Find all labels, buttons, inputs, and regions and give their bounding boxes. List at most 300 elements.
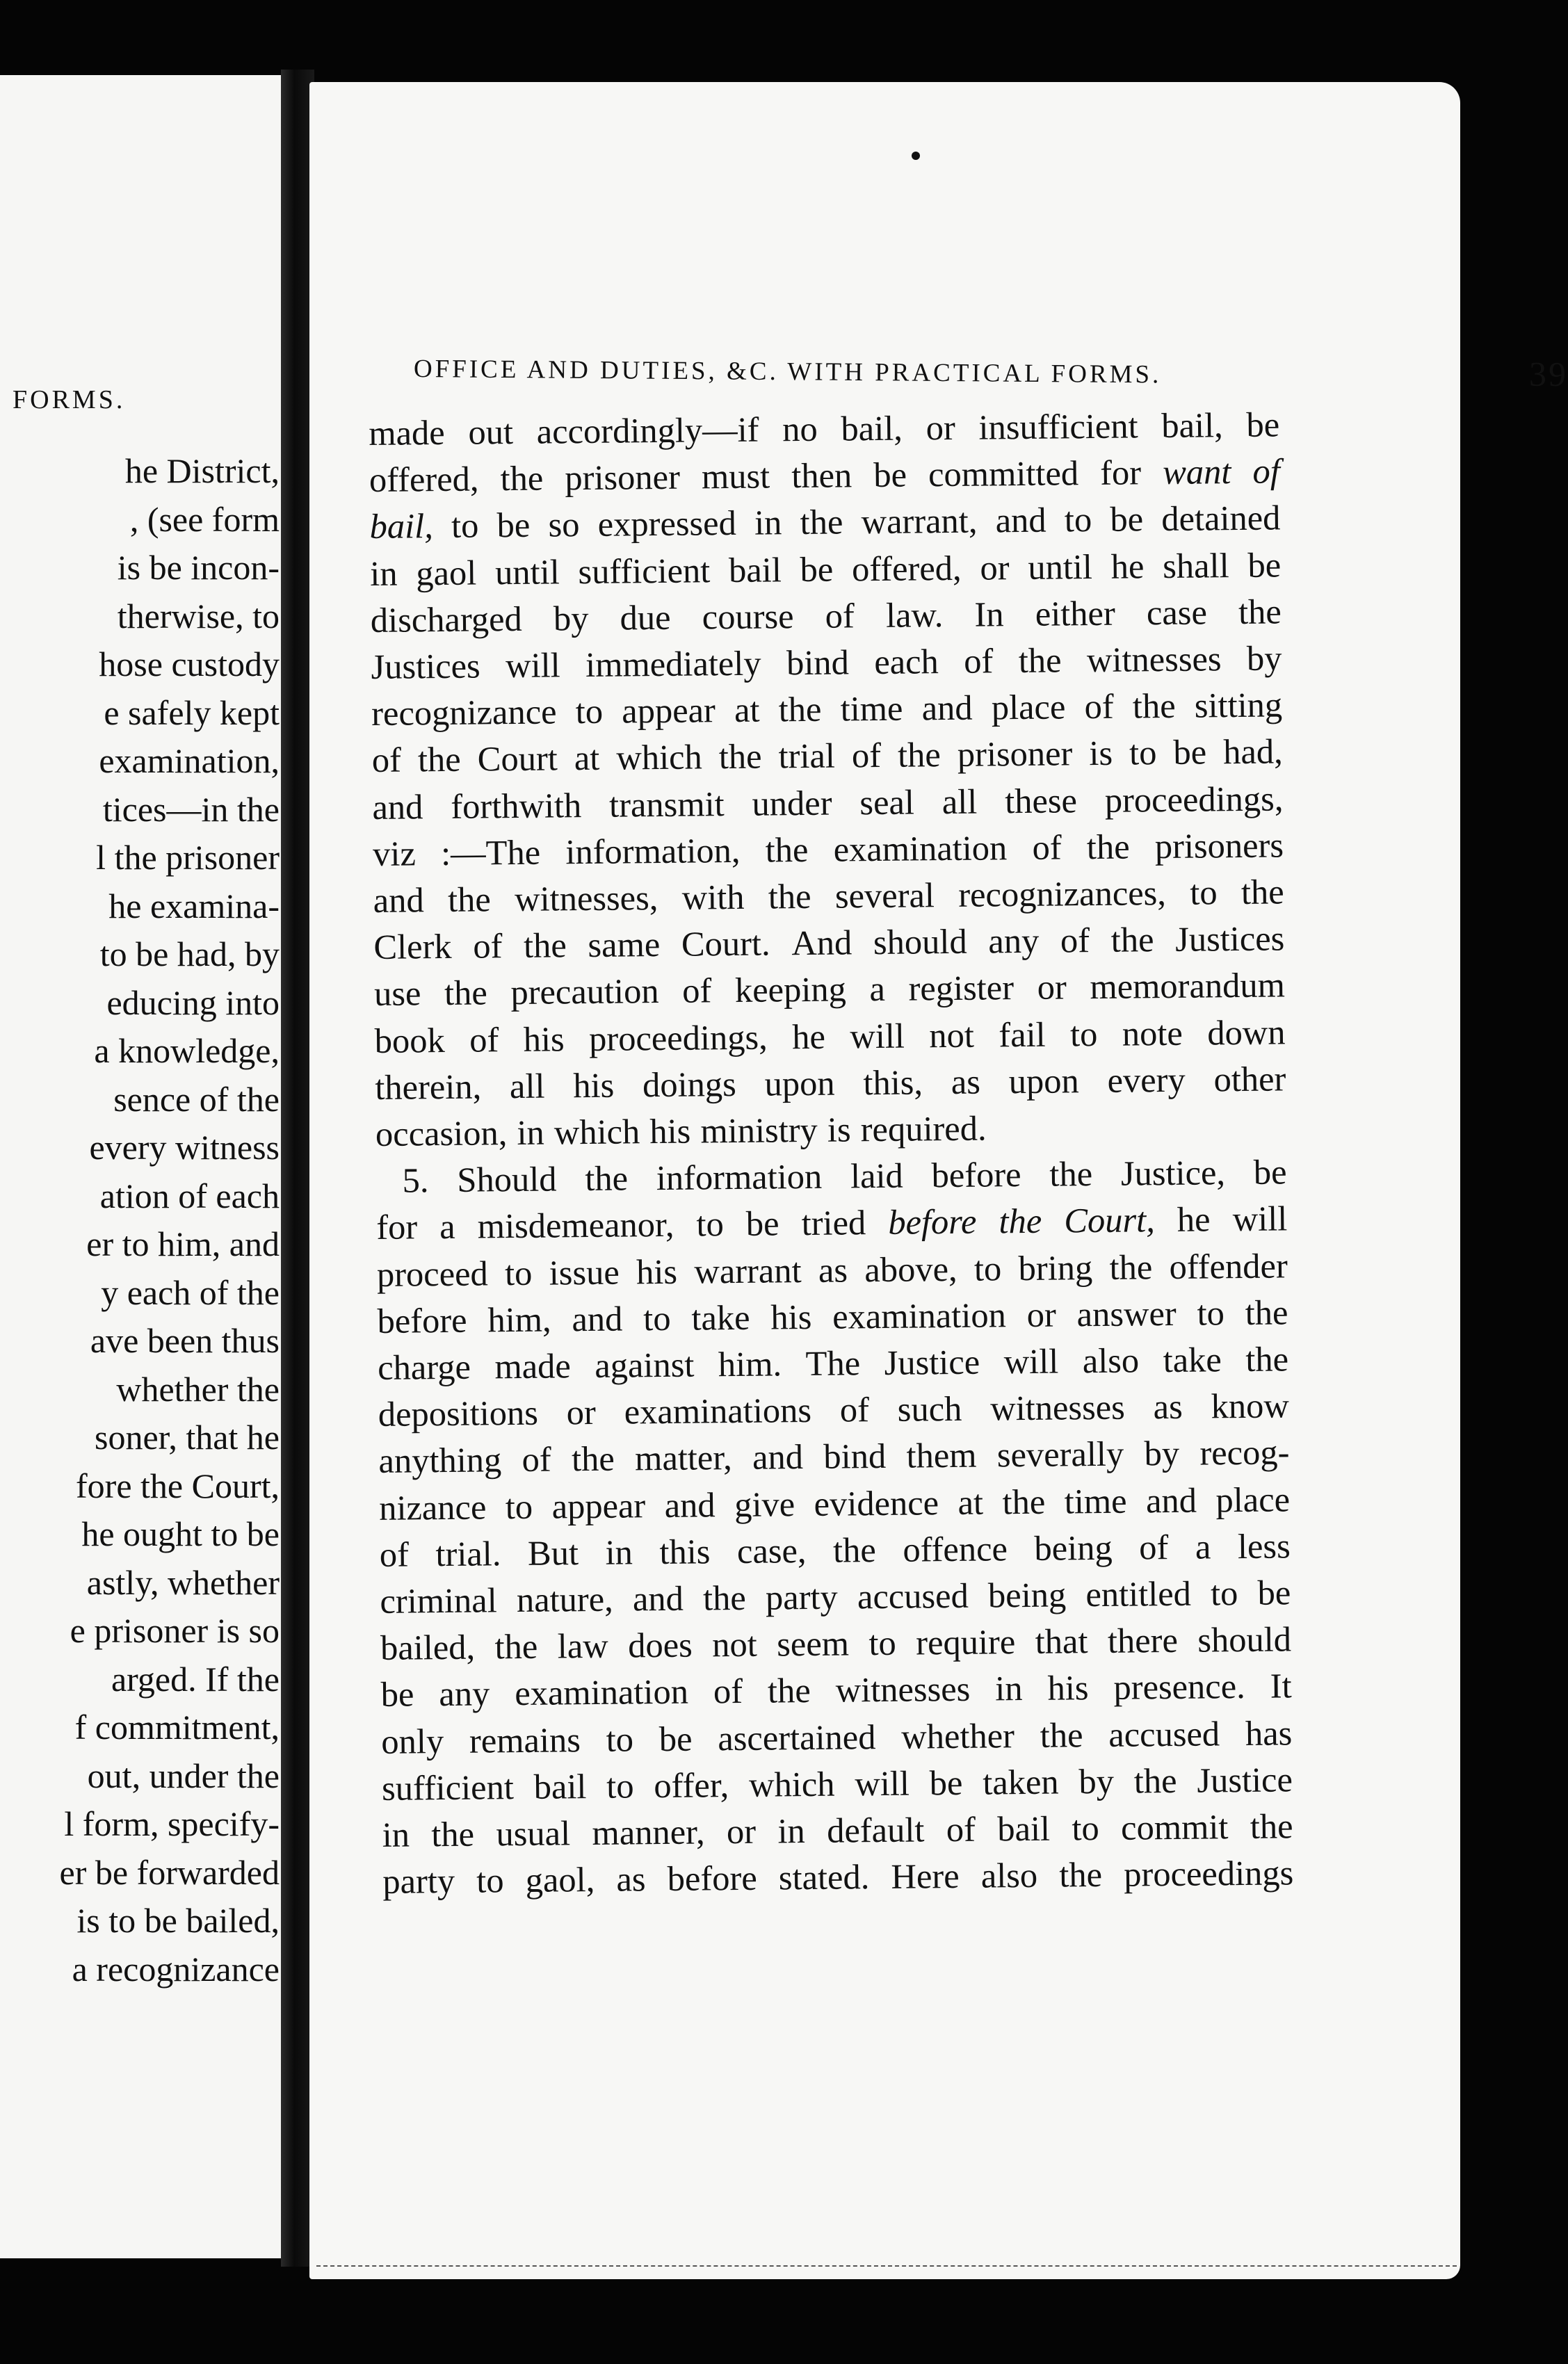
word: the <box>444 973 488 1013</box>
word: party <box>765 1577 839 1617</box>
text-line <box>372 775 1284 831</box>
word: either <box>1035 593 1116 633</box>
word: seal <box>859 782 915 822</box>
word: forthwith <box>451 785 582 826</box>
word: against <box>595 1345 695 1386</box>
word: such <box>897 1389 962 1430</box>
word: him. <box>718 1344 782 1384</box>
text-line <box>382 1850 1294 1906</box>
word: as <box>818 1250 848 1290</box>
left-text-line: er to him, and <box>86 1224 280 1263</box>
word: examination <box>832 1295 1007 1336</box>
word: witnesses <box>835 1669 971 1710</box>
word: register <box>908 968 1015 1009</box>
word: which <box>616 737 703 778</box>
word: has <box>1245 1713 1293 1753</box>
word: examination <box>833 828 1008 869</box>
word: warrant, <box>861 501 978 542</box>
word: bring <box>1018 1247 1093 1288</box>
word: case <box>1146 592 1208 633</box>
word: to <box>1190 873 1218 912</box>
left-text-line: l form, specify- <box>64 1804 280 1843</box>
word: or <box>1037 967 1067 1007</box>
word: accused <box>1108 1714 1220 1754</box>
word: law <box>557 1626 608 1666</box>
word: made <box>369 412 445 453</box>
word: nature, <box>516 1579 614 1620</box>
word: anything <box>378 1440 502 1481</box>
left-text-line: er be forwarded <box>59 1852 280 1892</box>
word: of <box>379 1535 410 1574</box>
word: to <box>1129 733 1157 772</box>
word: due <box>620 597 671 638</box>
word: whether <box>900 1715 1015 1756</box>
word: the <box>447 880 492 919</box>
word: being <box>1034 1528 1113 1568</box>
text-line <box>377 1289 1288 1345</box>
word: in <box>605 1532 633 1572</box>
word: sufficient <box>381 1767 515 1808</box>
word: by <box>1144 1434 1180 1473</box>
text-line <box>370 542 1282 597</box>
word: precaution <box>510 971 659 1012</box>
word: each <box>874 642 939 682</box>
word: the <box>1132 686 1176 726</box>
word: of <box>851 736 882 775</box>
word: be <box>658 1719 693 1758</box>
word: the <box>768 876 811 916</box>
word: in <box>754 503 782 543</box>
word: until <box>1028 547 1093 587</box>
text-line <box>371 635 1282 690</box>
word: the <box>800 502 843 542</box>
word: default <box>826 1810 925 1850</box>
left-text-line: to be had, by <box>99 934 280 973</box>
left-text-line: ation of each <box>99 1176 280 1215</box>
word: the <box>1133 1760 1177 1801</box>
left-text-line: soner, that he <box>95 1418 280 1457</box>
word: as <box>951 1062 981 1101</box>
word: be <box>380 1674 414 1715</box>
word: the <box>999 1201 1042 1241</box>
word: at <box>957 1482 984 1522</box>
word: course <box>702 596 794 637</box>
text-line <box>380 1569 1291 1625</box>
text-line <box>378 1336 1289 1391</box>
word: the <box>1059 1855 1103 1895</box>
word: charge <box>377 1347 471 1387</box>
word: will <box>1232 1199 1288 1239</box>
word: him, <box>487 1300 551 1340</box>
word: nizance <box>378 1487 487 1528</box>
left-text-line: sence of the <box>113 1079 280 1119</box>
word: at <box>574 738 600 778</box>
word: of <box>1138 1527 1169 1567</box>
word: by <box>1078 1761 1115 1802</box>
word: accused <box>857 1576 969 1617</box>
word: be <box>1253 1152 1287 1192</box>
word: be <box>1110 499 1144 540</box>
word: severally <box>996 1434 1124 1475</box>
text-line <box>369 495 1281 551</box>
word: down <box>1207 1012 1286 1053</box>
word: bail <box>728 549 782 590</box>
word: this, <box>863 1062 923 1103</box>
word: not <box>711 1625 758 1665</box>
word: of <box>473 926 503 966</box>
word: he <box>1177 1199 1211 1240</box>
word: Clerk <box>373 927 452 967</box>
word: other <box>1213 1059 1286 1099</box>
left-page <box>0 75 286 2258</box>
text-line <box>382 1756 1293 1812</box>
word: of <box>946 1809 976 1849</box>
word: the <box>1109 1247 1153 1287</box>
word: the <box>765 829 809 870</box>
left-text-line: he examina- <box>108 886 280 925</box>
text-line <box>373 916 1285 971</box>
word: seem <box>776 1624 850 1664</box>
left-text-line: is be incon- <box>117 548 280 587</box>
word: place <box>991 687 1066 727</box>
word: must <box>701 456 770 496</box>
word: proceedings, <box>1104 779 1284 820</box>
word: to <box>642 1298 671 1338</box>
word: prisoner <box>565 457 681 498</box>
word: trial. <box>435 1534 501 1574</box>
word: depositions <box>378 1393 539 1434</box>
word: less <box>1237 1526 1291 1566</box>
text-line <box>369 401 1280 457</box>
word: no <box>782 409 818 449</box>
word: above, <box>864 1249 957 1289</box>
word: his <box>573 1065 615 1106</box>
word: any <box>988 921 1040 961</box>
word: all <box>941 782 978 821</box>
word: and <box>373 880 424 920</box>
text-line <box>371 588 1282 644</box>
word: several <box>834 875 935 916</box>
word: prisoner <box>957 734 1073 775</box>
word: these <box>1004 780 1078 820</box>
word: transmit <box>608 784 725 825</box>
text-line <box>377 1242 1288 1298</box>
word: Should <box>457 1159 557 1200</box>
left-text-line: f commitment, <box>74 1708 280 1747</box>
word: fail <box>999 1014 1046 1054</box>
word: there <box>1107 1621 1179 1661</box>
word: use <box>373 973 421 1014</box>
word: recognizances, <box>958 873 1167 914</box>
word: evidence <box>814 1482 939 1523</box>
word: sitting <box>1194 685 1283 725</box>
word: answer <box>1076 1293 1177 1334</box>
word: or <box>726 1811 757 1852</box>
word: the <box>417 740 461 779</box>
word: offender <box>1169 1246 1288 1286</box>
text-line <box>381 1710 1293 1765</box>
left-text-line: a knowledge, <box>94 1031 280 1070</box>
word: all <box>509 1066 545 1106</box>
word: the <box>523 925 567 966</box>
left-text-line: educing into <box>106 982 280 1022</box>
word: then <box>791 455 852 496</box>
word: ministry <box>700 1110 818 1151</box>
word: will <box>855 1763 910 1804</box>
word: insufficient <box>978 406 1138 447</box>
word: to <box>1210 1573 1238 1613</box>
word: sufficient <box>578 550 711 591</box>
word: Justice <box>1197 1760 1293 1800</box>
word: had, <box>1222 731 1284 772</box>
word: It <box>1270 1666 1292 1706</box>
word: But <box>527 1533 579 1573</box>
word: be <box>745 1204 779 1244</box>
word: of <box>1060 921 1090 960</box>
word: bind <box>823 1436 887 1477</box>
word: bail <box>533 1766 587 1806</box>
word: the <box>1240 872 1284 912</box>
word: only <box>381 1721 444 1761</box>
word: require <box>915 1622 1016 1662</box>
word: his <box>770 1297 812 1337</box>
word: want <box>1162 452 1231 492</box>
word: be <box>929 1763 963 1803</box>
word: before <box>377 1300 467 1341</box>
word: law. <box>885 594 944 635</box>
text-line <box>380 1617 1292 1672</box>
word: appear <box>621 690 716 731</box>
word: And <box>791 923 852 963</box>
word: his <box>1047 1668 1089 1708</box>
word: before <box>931 1155 1021 1195</box>
word: bind <box>786 642 850 683</box>
word: of <box>1252 451 1281 492</box>
text-line <box>379 1476 1291 1532</box>
word: manner, <box>592 1812 705 1853</box>
word: party <box>382 1861 455 1902</box>
word: of <box>1084 686 1114 727</box>
word: at <box>734 690 760 730</box>
word: offered, <box>851 548 962 588</box>
word: is <box>1089 734 1113 773</box>
text-line <box>378 1430 1290 1485</box>
word: take <box>691 1297 750 1338</box>
word: of <box>522 1440 551 1480</box>
word: to <box>1064 500 1092 540</box>
word: in <box>382 1815 410 1854</box>
word: ascertained <box>718 1717 876 1758</box>
word: criminal <box>380 1580 497 1621</box>
word: stated. <box>778 1857 870 1897</box>
word: before <box>888 1202 977 1242</box>
text-line <box>374 962 1286 1018</box>
word: Court. <box>681 923 770 964</box>
word: misdemeanor, <box>477 1205 674 1247</box>
word: bailed, <box>380 1627 476 1668</box>
word: and <box>572 1299 623 1339</box>
text-line <box>382 1803 1293 1859</box>
word: offence <box>903 1529 1008 1569</box>
word: tried <box>801 1203 866 1243</box>
word: case, <box>736 1530 807 1571</box>
word: will <box>505 645 560 686</box>
word: same <box>588 925 661 965</box>
word: his <box>523 1019 565 1059</box>
word: to <box>476 1861 504 1900</box>
word: not <box>929 1015 975 1055</box>
word: by <box>553 598 589 638</box>
word: proceedings, <box>588 1017 768 1058</box>
word: also <box>1082 1341 1140 1381</box>
word: the <box>702 1578 747 1618</box>
word: gaol, <box>525 1860 595 1900</box>
word: of <box>1032 827 1062 867</box>
word: with <box>681 877 745 917</box>
word: viz <box>372 834 417 873</box>
word: take <box>1163 1340 1222 1380</box>
word: he <box>791 1017 826 1056</box>
word: for <box>376 1207 418 1247</box>
word: witnesses <box>1086 639 1222 680</box>
word: a <box>1195 1527 1211 1566</box>
word: to <box>1197 1293 1225 1333</box>
word: time <box>1064 1481 1127 1521</box>
left-text-line: e safely kept <box>104 693 280 732</box>
word: the <box>718 737 762 777</box>
left-text-line: l the prisoner <box>96 838 280 877</box>
word: should <box>873 922 967 962</box>
word: Justice <box>884 1342 980 1383</box>
word: in <box>369 553 398 593</box>
word: witnesses <box>989 1387 1126 1428</box>
word: Justices <box>1174 918 1285 960</box>
text-line <box>380 1663 1292 1719</box>
word: by <box>1246 638 1282 678</box>
word: be <box>1173 732 1207 772</box>
text-line <box>372 729 1284 784</box>
word: as <box>1153 1387 1183 1427</box>
word: be <box>1247 545 1282 585</box>
word: the <box>585 1158 629 1199</box>
word: so <box>548 505 580 544</box>
word: witnesses, <box>514 878 658 919</box>
word: book <box>374 1020 445 1060</box>
word: them <box>906 1436 977 1476</box>
word: is <box>827 1110 851 1149</box>
word: to <box>575 692 604 731</box>
word: and <box>752 1437 804 1478</box>
word: and <box>995 501 1046 540</box>
word: offered, <box>369 459 479 500</box>
word: of <box>713 1671 743 1711</box>
ink-speck <box>912 152 920 160</box>
left-text-line: therwise, to <box>117 596 280 635</box>
word: appear <box>551 1485 646 1526</box>
word: the <box>1086 827 1130 866</box>
word: he <box>1110 546 1145 586</box>
word: know <box>1211 1386 1290 1426</box>
word: does <box>627 1625 693 1665</box>
word: expressed <box>597 503 737 544</box>
word: recognizance <box>371 692 557 734</box>
word: issue <box>549 1252 620 1293</box>
word: in <box>777 1811 806 1851</box>
word: be <box>1246 405 1280 444</box>
left-text-line: he ought to be <box>81 1514 280 1553</box>
word: proceedings <box>1123 1853 1294 1894</box>
word: the <box>1245 1293 1288 1332</box>
left-text-line: out, under the <box>87 1756 280 1795</box>
word: note <box>1122 1013 1183 1053</box>
word: under <box>752 783 832 823</box>
word: that <box>1035 1621 1088 1662</box>
word: memorandum <box>1090 965 1286 1007</box>
left-text-line: astly, whether <box>86 1562 280 1602</box>
left-text-line: tices—in the <box>102 789 280 829</box>
page-bottom-edge <box>316 2265 1457 2268</box>
word: remains <box>469 1719 581 1760</box>
running-title: OFFICE AND DUTIES, &C. WITH PRACTICAL FORMS. <box>413 355 1162 389</box>
text-line <box>374 1009 1286 1064</box>
word: to <box>505 1487 533 1526</box>
text-line <box>375 1149 1287 1205</box>
word: laid <box>850 1156 904 1196</box>
word: or <box>566 1393 597 1432</box>
word: Here <box>891 1856 960 1897</box>
word: until <box>494 551 560 592</box>
left-text-line: , (see form <box>129 499 280 539</box>
text-line <box>373 822 1284 877</box>
word: the <box>1002 1482 1046 1521</box>
word: should <box>1197 1619 1292 1660</box>
word: to <box>973 1248 1002 1288</box>
word: examination <box>515 1672 689 1713</box>
word: and <box>632 1578 684 1619</box>
word: the <box>431 1814 475 1854</box>
word: for <box>1099 453 1142 493</box>
word: in <box>517 1112 544 1153</box>
word: the <box>500 458 544 499</box>
right-page <box>309 82 1568 2279</box>
left-text-line: whether the <box>116 1369 280 1409</box>
word: in <box>995 1669 1023 1708</box>
word: or <box>926 407 955 448</box>
word: this <box>659 1532 711 1571</box>
left-text-line: y each of the <box>101 1272 280 1312</box>
word: keeping <box>734 969 847 1010</box>
word: usual <box>496 1813 571 1854</box>
word: of <box>469 1019 499 1060</box>
word: upon <box>1008 1061 1079 1101</box>
left-text-line: examination, <box>99 741 280 780</box>
word: the <box>1110 920 1154 960</box>
word: place <box>1215 1480 1291 1520</box>
word: the <box>1245 1339 1289 1379</box>
text-line <box>371 682 1283 738</box>
word: to <box>1072 1808 1099 1848</box>
word: and <box>1145 1480 1197 1521</box>
left-text-line: every witness <box>89 1128 280 1167</box>
word: will <box>850 1016 905 1056</box>
word: to <box>504 1253 533 1293</box>
word: therein, <box>375 1067 482 1107</box>
word: to <box>868 1624 897 1663</box>
word: the <box>778 689 822 729</box>
word: shall <box>1162 545 1229 585</box>
text-line <box>376 1196 1288 1252</box>
word: Justices <box>371 646 480 686</box>
